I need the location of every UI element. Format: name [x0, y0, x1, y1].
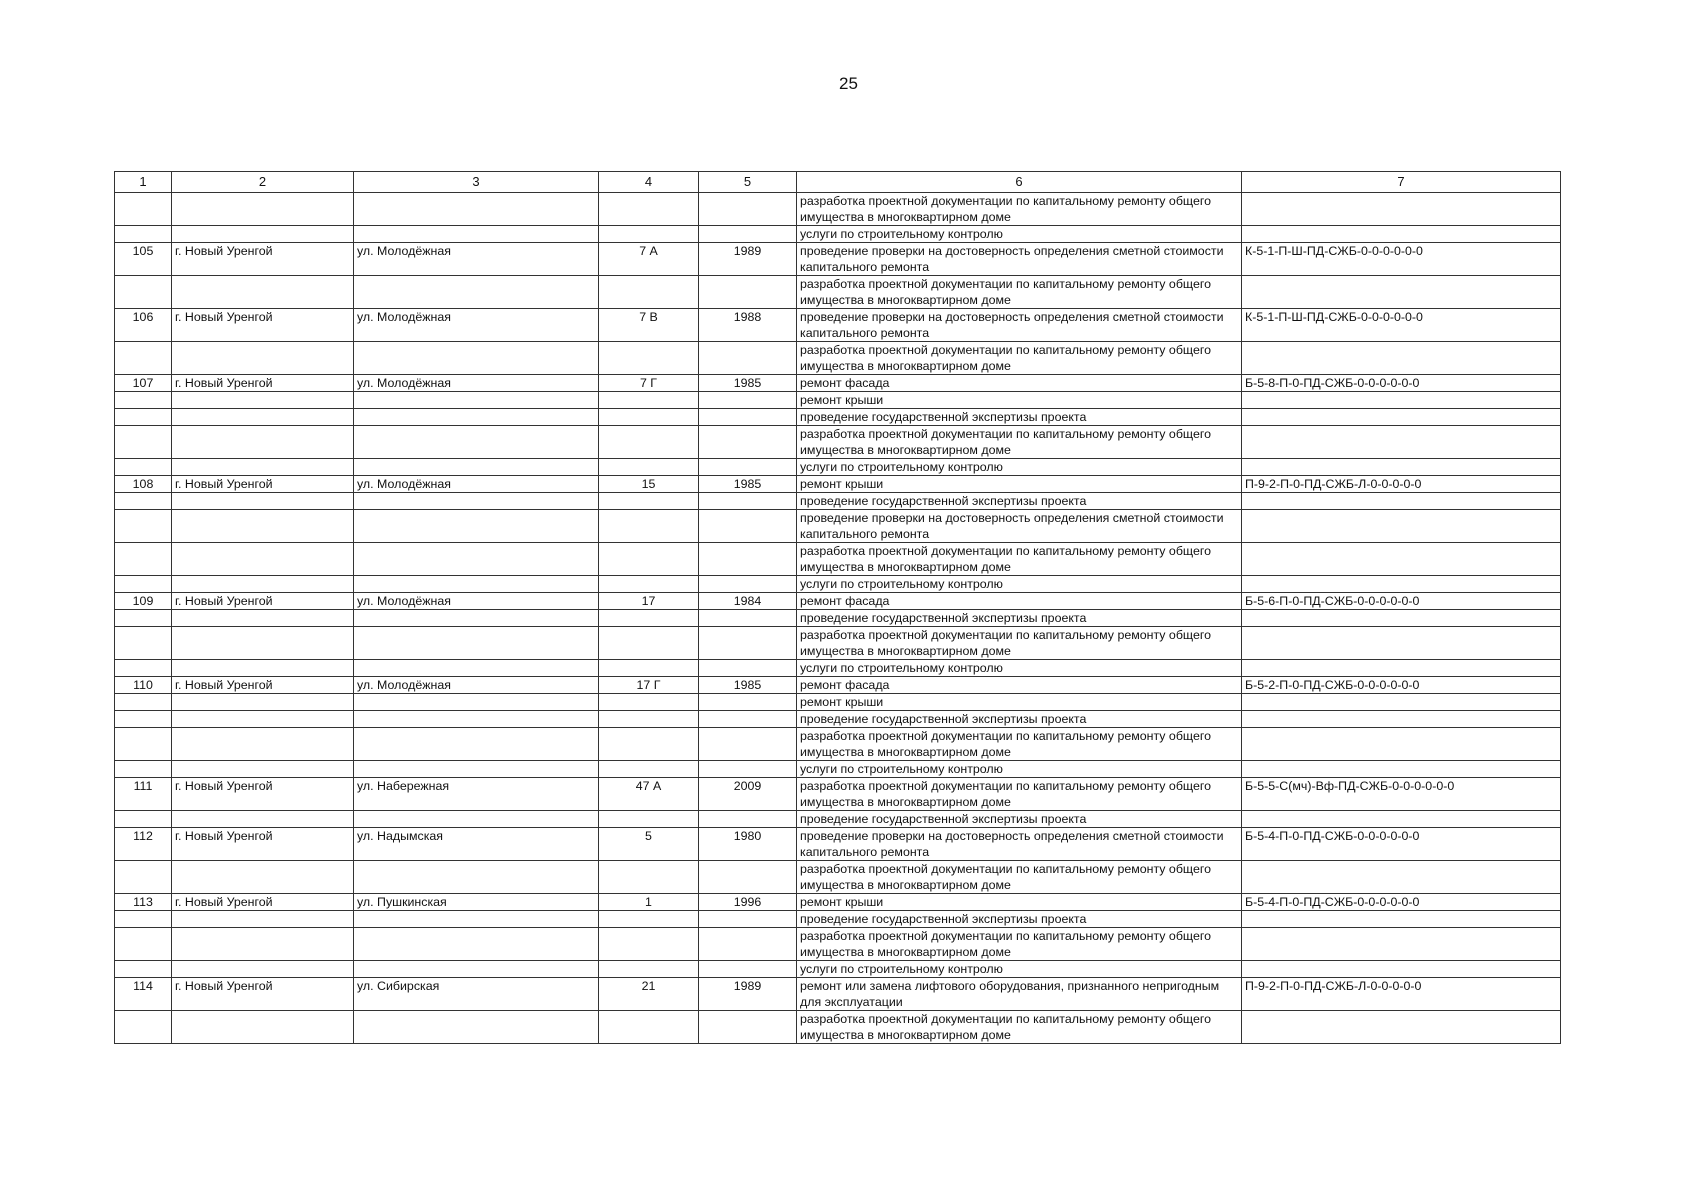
- street-cell: [354, 426, 599, 459]
- work-type-cell: услуги по строительному контролю: [797, 459, 1242, 476]
- house-number-cell: [599, 711, 699, 728]
- city-cell: [172, 711, 354, 728]
- building-code-cell: [1242, 392, 1561, 409]
- city-cell: г. Новый Уренгой: [172, 828, 354, 861]
- row-number: 106: [115, 309, 172, 342]
- work-type-cell: услуги по строительному контролю: [797, 226, 1242, 243]
- work-type-cell: услуги по строительному контролю: [797, 761, 1242, 778]
- build-year-cell: [699, 911, 797, 928]
- row-number: [115, 961, 172, 978]
- table-row: [115, 961, 1561, 978]
- city-cell: [172, 1011, 354, 1044]
- building-code-cell: [1242, 193, 1561, 226]
- row-number: [115, 711, 172, 728]
- street-cell: ул. Надымская: [354, 828, 599, 861]
- row-number: [115, 610, 172, 627]
- work-type-cell: разработка проектной документации по капитальному ремонту общего имущества в многоквартирном доме: [797, 276, 1242, 309]
- row-number: 113: [115, 894, 172, 911]
- work-type-cell: ремонт фасада: [797, 677, 1242, 694]
- building-code-cell: [1242, 342, 1561, 375]
- build-year-cell: [699, 761, 797, 778]
- work-type-cell: разработка проектной документации по капитальному ремонту общего имущества в многоквартирном доме: [797, 193, 1242, 226]
- street-cell: [354, 660, 599, 677]
- house-number-cell: [599, 610, 699, 627]
- table-row: [115, 276, 1561, 309]
- table-row: [115, 728, 1561, 761]
- street-cell: [354, 342, 599, 375]
- build-year-cell: 1989: [699, 978, 797, 1011]
- street-cell: [354, 510, 599, 543]
- house-number-cell: [599, 694, 699, 711]
- city-cell: г. Новый Уренгой: [172, 894, 354, 911]
- city-cell: г. Новый Уренгой: [172, 778, 354, 811]
- build-year-cell: [699, 276, 797, 309]
- street-cell: [354, 761, 599, 778]
- table-row: [115, 828, 1561, 861]
- build-year-cell: 1989: [699, 243, 797, 276]
- work-type-cell: проведение государственной экспертизы проекта: [797, 811, 1242, 828]
- street-cell: [354, 409, 599, 426]
- work-type-cell: услуги по строительному контролю: [797, 576, 1242, 593]
- building-code-cell: [1242, 811, 1561, 828]
- table-row: [115, 226, 1561, 243]
- table-row: [115, 610, 1561, 627]
- row-number: [115, 276, 172, 309]
- table-row: [115, 894, 1561, 911]
- work-type-cell: ремонт крыши: [797, 694, 1242, 711]
- build-year-cell: [699, 342, 797, 375]
- house-number-cell: [599, 193, 699, 226]
- table-row: [115, 928, 1561, 961]
- row-number: [115, 761, 172, 778]
- street-cell: [354, 226, 599, 243]
- house-number-cell: [599, 459, 699, 476]
- row-number: [115, 576, 172, 593]
- row-number: [115, 459, 172, 476]
- building-code-cell: [1242, 576, 1561, 593]
- house-number-cell: [599, 576, 699, 593]
- build-year-cell: [699, 610, 797, 627]
- work-type-cell: ремонт или замена лифтового оборудования, признанного непригодным для эксплуатации: [797, 978, 1242, 1011]
- building-code-cell: [1242, 627, 1561, 660]
- work-type-cell: разработка проектной документации по капитальному ремонту общего имущества в многоквартирном доме: [797, 861, 1242, 894]
- house-number-cell: 1: [599, 894, 699, 911]
- work-type-cell: разработка проектной документации по капитальному ремонту общего имущества в многоквартирном доме: [797, 426, 1242, 459]
- build-year-cell: 1988: [699, 309, 797, 342]
- house-number-cell: [599, 392, 699, 409]
- table-row: [115, 193, 1561, 226]
- build-year-cell: 1985: [699, 476, 797, 493]
- house-number-cell: [599, 961, 699, 978]
- city-cell: [172, 811, 354, 828]
- table-row: [115, 711, 1561, 728]
- row-number: 109: [115, 593, 172, 610]
- city-cell: [172, 728, 354, 761]
- build-year-cell: [699, 660, 797, 677]
- work-type-cell: разработка проектной документации по капитальному ремонту общего имущества в многоквартирном доме: [797, 627, 1242, 660]
- street-cell: [354, 1011, 599, 1044]
- build-year-cell: [699, 459, 797, 476]
- street-cell: [354, 728, 599, 761]
- row-number: [115, 728, 172, 761]
- table-row: [115, 593, 1561, 610]
- city-cell: [172, 694, 354, 711]
- row-number: [115, 510, 172, 543]
- build-year-cell: [699, 510, 797, 543]
- house-number-cell: [599, 728, 699, 761]
- city-cell: г. Новый Уренгой: [172, 375, 354, 392]
- house-number-cell: [599, 493, 699, 510]
- city-cell: [172, 510, 354, 543]
- street-cell: ул. Набережная: [354, 778, 599, 811]
- row-number: 108: [115, 476, 172, 493]
- page-number: 25: [839, 74, 858, 93]
- street-cell: ул. Сибирская: [354, 978, 599, 1011]
- build-year-cell: [699, 193, 797, 226]
- row-number: 110: [115, 677, 172, 694]
- building-code-cell: [1242, 493, 1561, 510]
- house-number-cell: [599, 660, 699, 677]
- house-number-cell: 17: [599, 593, 699, 610]
- city-cell: [172, 409, 354, 426]
- city-cell: [172, 911, 354, 928]
- building-code-cell: Б-5-5-С(мч)-Вф-ПД-СЖБ-0-0-0-0-0-0: [1242, 778, 1561, 811]
- build-year-cell: 1985: [699, 375, 797, 392]
- house-number-cell: [599, 811, 699, 828]
- building-code-cell: [1242, 426, 1561, 459]
- row-number: [115, 392, 172, 409]
- build-year-cell: [699, 493, 797, 510]
- city-cell: [172, 543, 354, 576]
- row-number: 114: [115, 978, 172, 1011]
- row-number: [115, 193, 172, 226]
- building-code-cell: [1242, 728, 1561, 761]
- build-year-cell: [699, 409, 797, 426]
- street-cell: [354, 627, 599, 660]
- street-cell: [354, 861, 599, 894]
- build-year-cell: [699, 392, 797, 409]
- build-year-cell: [699, 861, 797, 894]
- table-row: [115, 510, 1561, 543]
- street-cell: [354, 694, 599, 711]
- table-row: [115, 576, 1561, 593]
- row-number: [115, 694, 172, 711]
- street-cell: ул. Молодёжная: [354, 593, 599, 610]
- street-cell: [354, 193, 599, 226]
- table-row: [115, 694, 1561, 711]
- work-type-cell: ремонт крыши: [797, 476, 1242, 493]
- house-number-cell: [599, 761, 699, 778]
- house-number-cell: [599, 627, 699, 660]
- work-type-cell: проведение государственной экспертизы проекта: [797, 409, 1242, 426]
- city-cell: [172, 459, 354, 476]
- table-row: [115, 911, 1561, 928]
- row-number: [115, 543, 172, 576]
- house-number-cell: 21: [599, 978, 699, 1011]
- build-year-cell: [699, 711, 797, 728]
- city-cell: [172, 392, 354, 409]
- table-row: [115, 309, 1561, 342]
- house-number-cell: 5: [599, 828, 699, 861]
- house-number-cell: [599, 226, 699, 243]
- building-code-cell: Б-5-4-П-0-ПД-СЖБ-0-0-0-0-0-0: [1242, 894, 1561, 911]
- city-cell: г. Новый Уренгой: [172, 593, 354, 610]
- street-cell: ул. Молодёжная: [354, 476, 599, 493]
- city-cell: [172, 342, 354, 375]
- work-type-cell: проведение проверки на достоверность определения сметной стоимости капитального ремонта: [797, 309, 1242, 342]
- row-number: [115, 861, 172, 894]
- column-header: 5: [699, 172, 797, 193]
- building-code-cell: Б-5-6-П-0-ПД-СЖБ-0-0-0-0-0-0: [1242, 593, 1561, 610]
- repair-schedule-table: [114, 171, 1561, 1044]
- table-body: [115, 193, 1561, 1044]
- building-code-cell: [1242, 543, 1561, 576]
- street-cell: [354, 961, 599, 978]
- column-header: 4: [599, 172, 699, 193]
- work-type-cell: проведение государственной экспертизы проекта: [797, 911, 1242, 928]
- building-code-cell: К-5-1-П-Ш-ПД-СЖБ-0-0-0-0-0-0: [1242, 243, 1561, 276]
- work-type-cell: разработка проектной документации по капитальному ремонту общего имущества в многоквартирном доме: [797, 543, 1242, 576]
- street-cell: [354, 610, 599, 627]
- build-year-cell: [699, 811, 797, 828]
- column-header: 2: [172, 172, 354, 193]
- row-number: [115, 342, 172, 375]
- work-type-cell: проведение проверки на достоверность определения сметной стоимости капитального ремонта: [797, 243, 1242, 276]
- building-code-cell: [1242, 761, 1561, 778]
- building-code-cell: [1242, 861, 1561, 894]
- street-cell: [354, 493, 599, 510]
- city-cell: [172, 627, 354, 660]
- city-cell: г. Новый Уренгой: [172, 243, 354, 276]
- house-number-cell: 7 В: [599, 309, 699, 342]
- city-cell: [172, 193, 354, 226]
- row-number: 112: [115, 828, 172, 861]
- row-number: [115, 226, 172, 243]
- build-year-cell: 1996: [699, 894, 797, 911]
- building-code-cell: [1242, 276, 1561, 309]
- table-row: [115, 543, 1561, 576]
- house-number-cell: 7 А: [599, 243, 699, 276]
- house-number-cell: [599, 426, 699, 459]
- header-row: [115, 172, 1561, 193]
- column-header: 7: [1242, 172, 1561, 193]
- street-cell: [354, 392, 599, 409]
- build-year-cell: 2009: [699, 778, 797, 811]
- building-code-cell: [1242, 610, 1561, 627]
- build-year-cell: [699, 728, 797, 761]
- house-number-cell: 47 А: [599, 778, 699, 811]
- table-row: [115, 677, 1561, 694]
- table-row: [115, 493, 1561, 510]
- building-code-cell: [1242, 711, 1561, 728]
- city-cell: г. Новый Уренгой: [172, 476, 354, 493]
- house-number-cell: [599, 861, 699, 894]
- build-year-cell: [699, 627, 797, 660]
- work-type-cell: проведение проверки на достоверность определения сметной стоимости капитального ремонта: [797, 828, 1242, 861]
- table-row: [115, 459, 1561, 476]
- row-number: [115, 627, 172, 660]
- building-code-cell: П-9-2-П-0-ПД-СЖБ-Л-0-0-0-0-0: [1242, 476, 1561, 493]
- building-code-cell: П-9-2-П-0-ПД-СЖБ-Л-0-0-0-0-0: [1242, 978, 1561, 1011]
- house-number-cell: [599, 543, 699, 576]
- table-row: [115, 375, 1561, 392]
- build-year-cell: [699, 928, 797, 961]
- column-header: 3: [354, 172, 599, 193]
- city-cell: г. Новый Уренгой: [172, 978, 354, 1011]
- work-type-cell: ремонт крыши: [797, 392, 1242, 409]
- row-number: [115, 928, 172, 961]
- work-type-cell: проведение государственной экспертизы проекта: [797, 610, 1242, 627]
- street-cell: ул. Пушкинская: [354, 894, 599, 911]
- row-number: [115, 660, 172, 677]
- build-year-cell: [699, 1011, 797, 1044]
- street-cell: [354, 459, 599, 476]
- building-code-cell: К-5-1-П-Ш-ПД-СЖБ-0-0-0-0-0-0: [1242, 309, 1561, 342]
- work-type-cell: разработка проектной документации по капитальному ремонту общего имущества в многоквартирном доме: [797, 342, 1242, 375]
- street-cell: [354, 276, 599, 309]
- house-number-cell: [599, 510, 699, 543]
- house-number-cell: [599, 276, 699, 309]
- house-number-cell: [599, 928, 699, 961]
- work-type-cell: разработка проектной документации по капитальному ремонту общего имущества в многоквартирном доме: [797, 928, 1242, 961]
- build-year-cell: 1984: [699, 593, 797, 610]
- row-number: 107: [115, 375, 172, 392]
- street-cell: [354, 811, 599, 828]
- city-cell: [172, 761, 354, 778]
- work-type-cell: услуги по строительному контролю: [797, 660, 1242, 677]
- street-cell: ул. Молодёжная: [354, 243, 599, 276]
- city-cell: [172, 861, 354, 894]
- street-cell: [354, 928, 599, 961]
- building-code-cell: [1242, 459, 1561, 476]
- city-cell: [172, 426, 354, 459]
- city-cell: г. Новый Уренгой: [172, 677, 354, 694]
- building-code-cell: Б-5-4-П-0-ПД-СЖБ-0-0-0-0-0-0: [1242, 828, 1561, 861]
- table-row: [115, 978, 1561, 1011]
- table-row: [115, 342, 1561, 375]
- table-row: [115, 426, 1561, 459]
- table-row: [115, 476, 1561, 493]
- building-code-cell: [1242, 1011, 1561, 1044]
- column-header: 6: [797, 172, 1242, 193]
- building-code-cell: [1242, 694, 1561, 711]
- house-number-cell: [599, 1011, 699, 1044]
- street-cell: ул. Молодёжная: [354, 309, 599, 342]
- street-cell: ул. Молодёжная: [354, 375, 599, 392]
- row-number: [115, 493, 172, 510]
- city-cell: [172, 610, 354, 627]
- building-code-cell: [1242, 510, 1561, 543]
- table-row: [115, 660, 1561, 677]
- city-cell: [172, 576, 354, 593]
- building-code-cell: [1242, 911, 1561, 928]
- building-code-cell: [1242, 660, 1561, 677]
- build-year-cell: 1985: [699, 677, 797, 694]
- work-type-cell: ремонт фасада: [797, 375, 1242, 392]
- building-code-cell: [1242, 409, 1561, 426]
- table-row: [115, 627, 1561, 660]
- build-year-cell: [699, 543, 797, 576]
- build-year-cell: [699, 426, 797, 459]
- row-number: [115, 426, 172, 459]
- build-year-cell: [699, 694, 797, 711]
- house-number-cell: 17 Г: [599, 677, 699, 694]
- row-number: [115, 409, 172, 426]
- row-number: [115, 911, 172, 928]
- city-cell: [172, 276, 354, 309]
- table-row: [115, 861, 1561, 894]
- row-number: [115, 1011, 172, 1044]
- row-number: 105: [115, 243, 172, 276]
- city-cell: г. Новый Уренгой: [172, 309, 354, 342]
- build-year-cell: [699, 226, 797, 243]
- building-code-cell: Б-5-8-П-0-ПД-СЖБ-0-0-0-0-0-0: [1242, 375, 1561, 392]
- table-row: [115, 778, 1561, 811]
- work-type-cell: услуги по строительному контролю: [797, 961, 1242, 978]
- build-year-cell: [699, 961, 797, 978]
- street-cell: [354, 576, 599, 593]
- city-cell: [172, 226, 354, 243]
- city-cell: [172, 961, 354, 978]
- row-number: 111: [115, 778, 172, 811]
- street-cell: ул. Молодёжная: [354, 677, 599, 694]
- work-type-cell: разработка проектной документации по капитальному ремонту общего имущества в многоквартирном доме: [797, 778, 1242, 811]
- house-number-cell: [599, 342, 699, 375]
- building-code-cell: [1242, 961, 1561, 978]
- table-row: [115, 409, 1561, 426]
- house-number-cell: 7 Г: [599, 375, 699, 392]
- street-cell: [354, 711, 599, 728]
- column-header: 1: [115, 172, 172, 193]
- row-number: [115, 811, 172, 828]
- build-year-cell: [699, 576, 797, 593]
- building-code-cell: Б-5-2-П-0-ПД-СЖБ-0-0-0-0-0-0: [1242, 677, 1561, 694]
- city-cell: [172, 493, 354, 510]
- table-row: [115, 392, 1561, 409]
- work-type-cell: разработка проектной документации по капитальному ремонту общего имущества в многоквартирном доме: [797, 728, 1242, 761]
- work-type-cell: ремонт фасада: [797, 593, 1242, 610]
- building-code-cell: [1242, 928, 1561, 961]
- house-number-cell: [599, 409, 699, 426]
- work-type-cell: проведение государственной экспертизы проекта: [797, 711, 1242, 728]
- house-number-cell: [599, 911, 699, 928]
- house-number-cell: 15: [599, 476, 699, 493]
- work-type-cell: проведение проверки на достоверность определения сметной стоимости капитального ремонта: [797, 510, 1242, 543]
- table-row: [115, 1011, 1561, 1044]
- city-cell: [172, 660, 354, 677]
- street-cell: [354, 543, 599, 576]
- work-type-cell: разработка проектной документации по капитальному ремонту общего имущества в многоквартирном доме: [797, 1011, 1242, 1044]
- city-cell: [172, 928, 354, 961]
- building-code-cell: [1242, 226, 1561, 243]
- table-row: [115, 811, 1561, 828]
- table-row: [115, 761, 1561, 778]
- build-year-cell: 1980: [699, 828, 797, 861]
- street-cell: [354, 911, 599, 928]
- work-type-cell: ремонт крыши: [797, 894, 1242, 911]
- table-row: [115, 243, 1561, 276]
- work-type-cell: проведение государственной экспертизы проекта: [797, 493, 1242, 510]
